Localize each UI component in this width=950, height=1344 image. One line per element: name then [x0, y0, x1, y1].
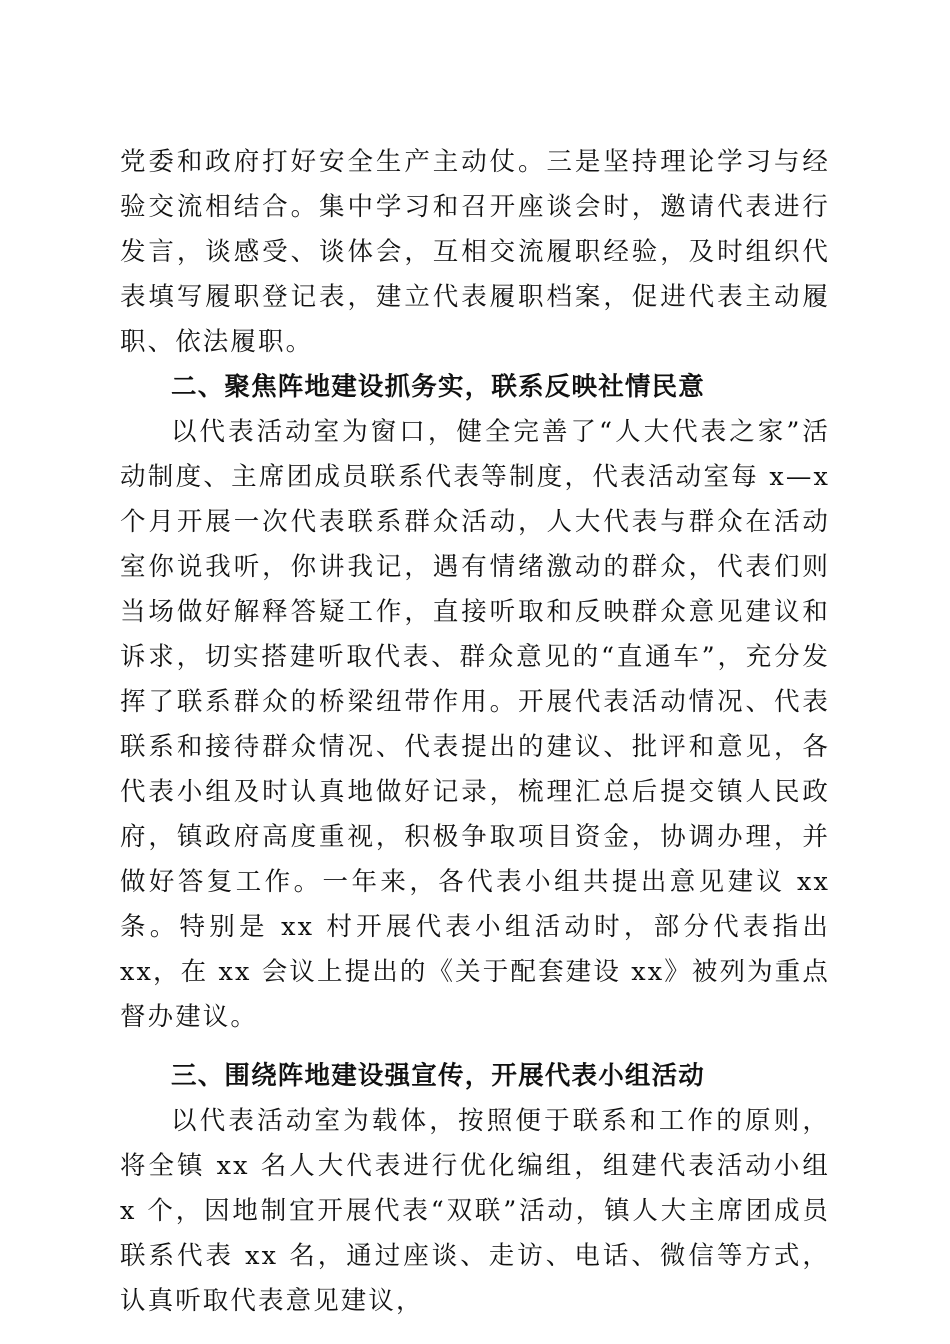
document-body — [120, 140, 830, 1324]
paragraph-section-three: 以代表活动室为载体，按照便于联系和工作的原则，将全镇 xx 名人大代表进行优化编组，组建代表活动小组 x 个，因地制宜开展代表“双联”活动，镇人大主席团成员联系代表 xx 名，通过座谈、走访、电话、微信等方式，认真听取代表意见建议， — [120, 1106, 830, 1316]
section-heading-three: 三、围绕阵地建设强宣传，开展代表小组活动 — [171, 1061, 706, 1091]
section-heading-two: 二、聚焦阵地建设抓务实，联系反映社情民意 — [171, 372, 706, 402]
paragraph-continued: 党委和政府打好安全生产主动仗。三是坚持理论学习与经验交流相结合。集中学习和召开座谈会时，邀请代表进行发言，谈感受、谈体会，互相交流履职经验，及时组织代表填写履职登记表，建立代表履职档案，促进代表主动履职、依法履职。 — [120, 147, 830, 357]
paragraph-section-two: 以代表活动室为窗口，健全完善了“人大代表之家”活动制度、主席团成员联系代表等制度，代表活动室每 x—x 个月开展一次代表联系群众活动，人大代表与群众在活动室你说我听，你讲我记，遇有情绪激动的群众，代表们则当场做好解释答疑工作，直接听取和反映群众意见建议和诉求，切实搭建听取代表、群众意见的“直通车”，充分发挥了联系群众的桥梁纽带作用。开展代表活动情况、代表联系和接待群众情况、代表提出的建议、批评和意见，各代表小组及时认真地做好记录，梳理汇总后提交镇人民政府，镇政府高度重视，积极争取项目资金，协调办理，并做好答复工作。一年来，各代表小组共提出意见建议 xx 条。特别是 xx 村开展代表小组活动时，部分代表指出 xx，在 xx 会议上提出的《关于配套建设 xx》被列为重点督办建议。 — [120, 417, 830, 1032]
